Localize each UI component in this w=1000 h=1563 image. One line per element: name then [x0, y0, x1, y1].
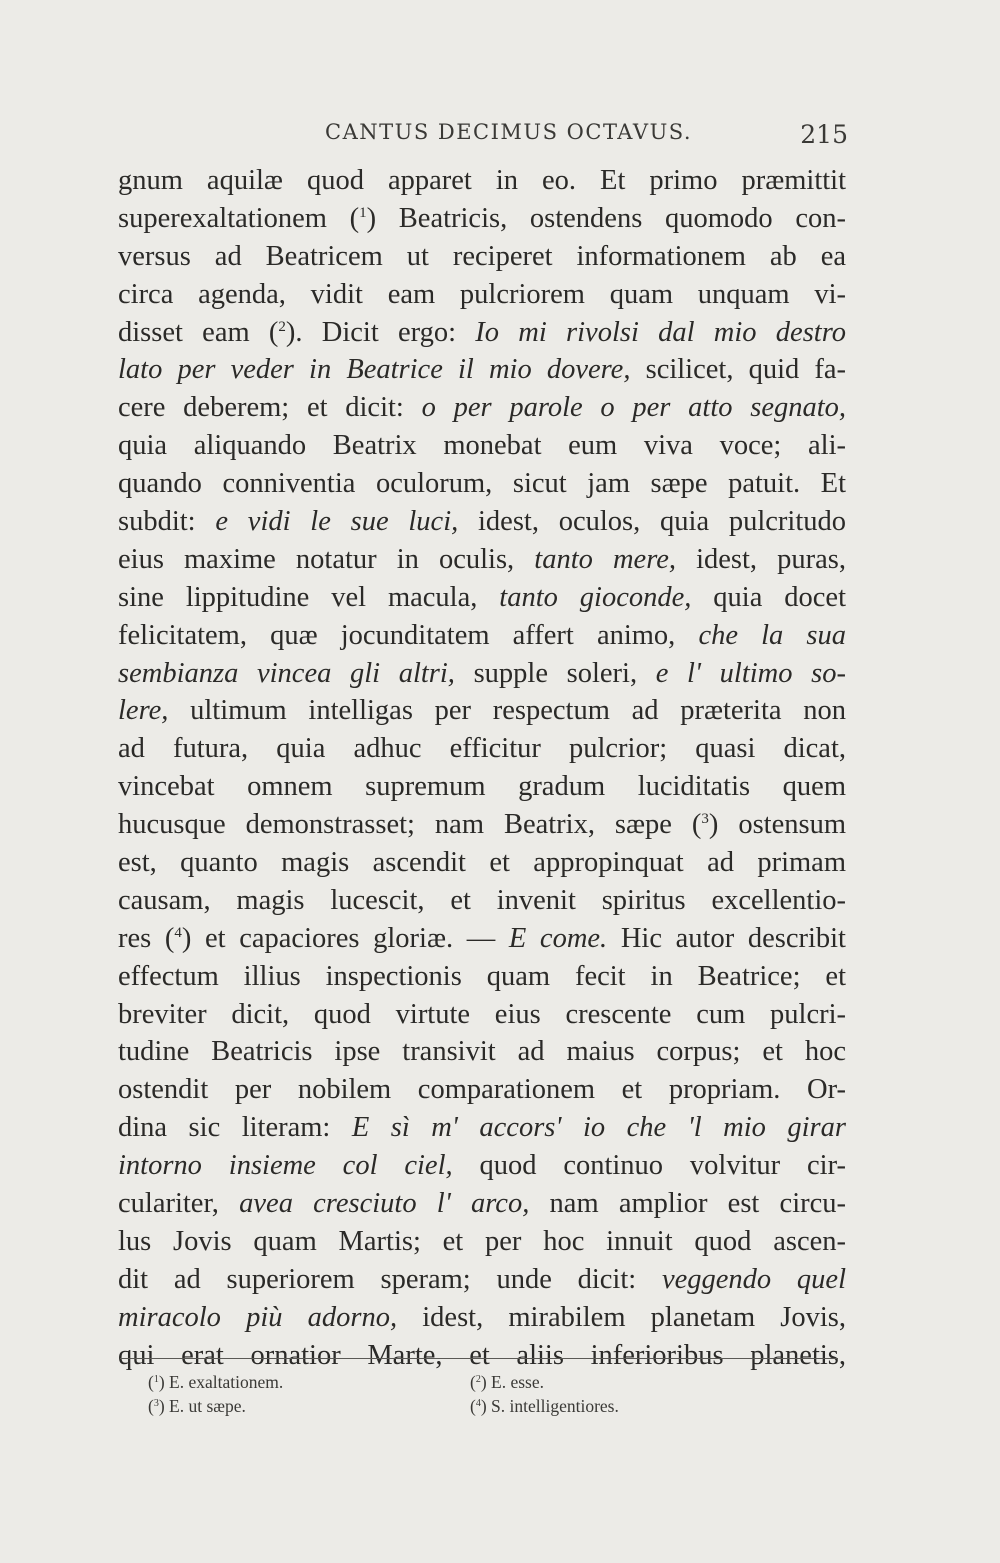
page-header [120, 120, 850, 160]
text-line: sembianza vincea gli altri, supple soleri, e l' ultimo so- [118, 657, 846, 689]
text-line: est, quanto magis ascendit et appropinquat ad primam [118, 847, 846, 879]
text-line: qui erat ornatior Marte, et aliis inferioribus planetis, [118, 1339, 846, 1371]
text-line: versus ad Beatricem ut reciperet informationem ab ea [118, 240, 846, 272]
text-line: hucusque demonstrasset; nam Beatrix, sæpe ($^3$) ostensum [118, 809, 846, 841]
footnote-2: ($^2$) E. esse. [470, 1372, 545, 1392]
text-line: lato per veder in Beatrice il mio dovere, scilicet, quid fa- [118, 354, 846, 386]
text-line: ostendit per nobilem comparationem et propriam. Or- [118, 1074, 846, 1106]
page-number: 215 [800, 120, 848, 149]
text-line: res ($^4$) et capaciores gloriæ. — E come. Hic autor describit [118, 922, 846, 954]
text-line: effectum illius inspectionis quam fecit in Beatrice; et [118, 960, 846, 992]
text-line: ad futura, quia adhuc efficitur pulcrior; quasi dicat, [118, 733, 846, 765]
text-line: sine lippitudine vel macula, tanto gioconde, quia docet [118, 581, 846, 613]
footnote-ref: 3 [701, 811, 709, 828]
text-line: causam, magis lucescit, et invenit spiritus excellentio- [118, 884, 846, 916]
text-line: breviter dicit, quod virtute eius crescente cum pulcri- [118, 998, 846, 1030]
text-line: intorno insieme col ciel, quod continuo volvitur cir- [118, 1150, 846, 1182]
text-line: superexaltationem ($^1$) Beatricis, ostendens quomodo con- [118, 202, 846, 234]
footnote-1: ($^1$) E. exaltationem. [148, 1372, 284, 1392]
text-line: subdit: e vidi le sue luci, idest, oculos, quia pulcritudo [118, 506, 846, 538]
running-title: CANTUS DECIMUS OCTAVUS. [325, 120, 693, 144]
text-line: circa agenda, vidit eam pulcriorem quam unquam vi- [118, 278, 846, 310]
text-line: felicitatem, quæ jocunditatem affert animo, che la sua [118, 619, 846, 651]
text-line: quia aliquando Beatrix monebat eum viva voce; ali- [118, 430, 846, 462]
text-line: dit ad superiorem speram; unde dicit: veggendo quel [118, 1263, 846, 1295]
text-line: quando conniventia oculorum, sicut jam sæpe patuit. Et [118, 468, 846, 500]
text-line: disset eam ($^2$). Dicit ergo: Io mi rivolsi dal mio destro [118, 316, 846, 348]
text-line: eius maxime notatur in oculis, tanto mere, idest, puras, [118, 543, 846, 575]
text-line: lus Jovis quam Martis; et per hoc innuit quod ascen- [118, 1225, 846, 1257]
footnote-4: ($^4$) S. intelligentiores. [470, 1396, 619, 1416]
text-line: miracolo più adorno, idest, mirabilem planetam Jovis, [118, 1301, 846, 1333]
text-line: cere deberem; et dicit: o per parole o per atto segnato, [118, 392, 846, 424]
text-line: culariter, avea cresciuto l' arco, nam amplior est circu- [118, 1188, 846, 1220]
footnote-ref: 2 [278, 318, 286, 335]
footnote-ref: 4 [174, 924, 182, 941]
text-line: vincebat omnem supremum gradum luciditatis quem [118, 771, 846, 803]
footnote-ref: 1 [359, 204, 367, 221]
text-line: tudine Beatricis ipse transivit ad maius corpus; et hoc [118, 1036, 846, 1068]
text-line: lere, ultimum intelligas per respectum ad præterita non [118, 695, 846, 727]
text-line: dina sic literam: E sì m' accors' io che 'l mio girar [118, 1112, 846, 1144]
footnote-3: ($^3$) E. ut sæpe. [148, 1396, 246, 1416]
text-line: gnum aquilæ quod apparet in eo. Et primo præmittit [118, 165, 846, 196]
footnote-divider [120, 1358, 838, 1359]
footnotes [148, 1372, 838, 1420]
body-text [118, 162, 846, 1375]
